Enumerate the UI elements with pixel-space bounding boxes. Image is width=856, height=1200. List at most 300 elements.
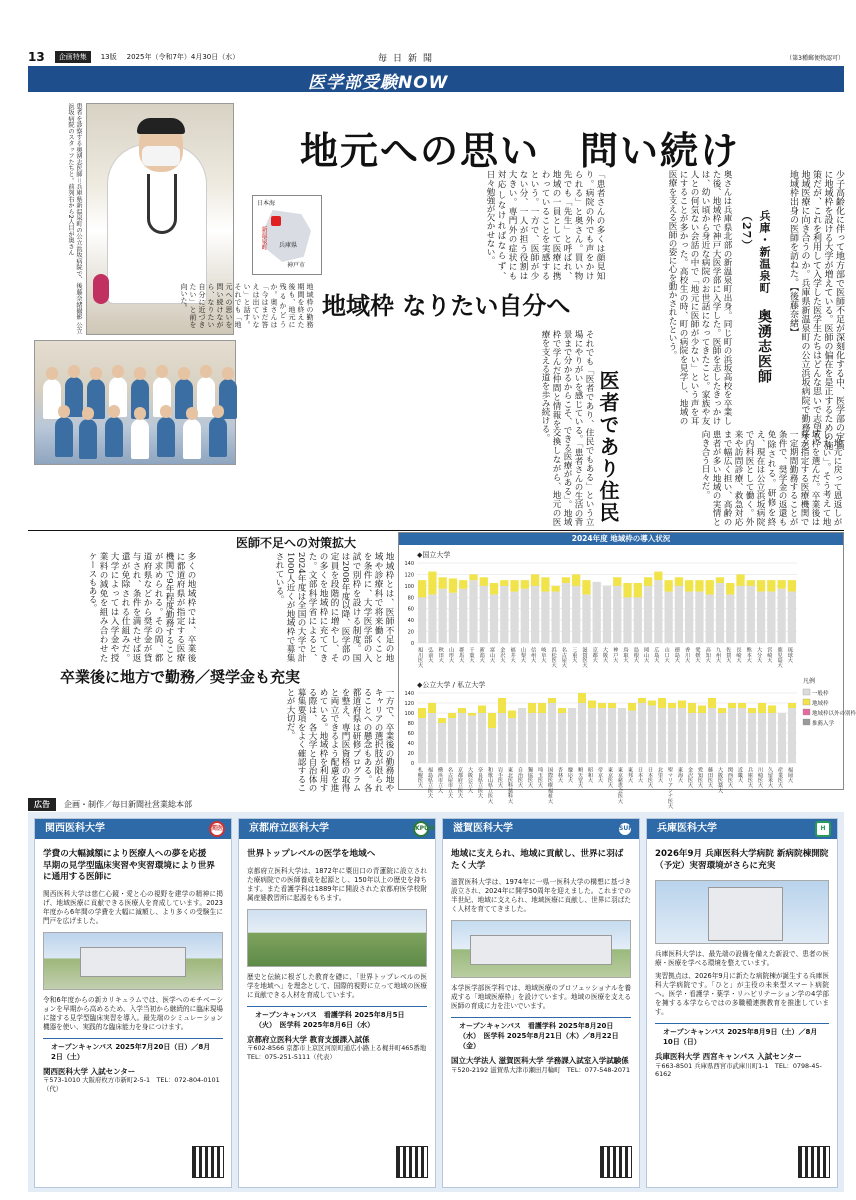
y-tick-label: 120 (404, 572, 414, 579)
map-label-town: 新温泉町 (260, 226, 267, 250)
category-label: 三重大 (571, 647, 578, 663)
staff-member (209, 417, 227, 457)
ad-university-name (239, 819, 435, 839)
section-banner (28, 66, 844, 92)
category-label: 杏林大 (557, 767, 563, 783)
bar-一般枠 (541, 592, 549, 643)
y-tick-label: 40 (407, 618, 414, 625)
university-logo-icon: KPUM (413, 821, 429, 837)
masthead: 毎日新聞 (378, 53, 439, 64)
category-label: 宮崎大 (766, 647, 773, 663)
y-tick-label: 0 (410, 761, 414, 767)
bar-一般枠 (757, 592, 765, 643)
category-label: 奈良県立医大 (477, 767, 483, 799)
category-label: 東京医大 (607, 767, 613, 788)
bar-一般枠 (658, 708, 666, 763)
category-label: 琉球大 (786, 647, 793, 663)
category-label: 熊本大 (745, 647, 752, 663)
bar-地域枠 (468, 713, 476, 716)
ad-university-name (35, 819, 231, 839)
category-label: 大阪医薬大 (717, 767, 723, 793)
bar-一般枠 (578, 703, 586, 763)
bar-一般枠 (478, 713, 486, 763)
university-logo-icon: H (815, 821, 831, 837)
bar-一般枠 (418, 718, 426, 763)
lower-subheadline: 卒業後に地方で勤務／奨学金も充実 (60, 668, 301, 686)
category-label: 山口大 (663, 647, 670, 663)
bar-一般枠 (521, 589, 529, 643)
y-tick-label: 20 (407, 629, 414, 636)
bar-地域枠 (572, 574, 580, 585)
building (708, 887, 784, 941)
bar-地域枠 (528, 703, 536, 713)
category-label: 自治医大 (517, 767, 523, 788)
bar-一般枠 (718, 713, 726, 763)
staff-member (55, 417, 73, 457)
bar-地域枠 (718, 708, 726, 713)
category-label: 川崎医大 (757, 767, 763, 788)
category-label: 鳥取大 (622, 647, 629, 663)
category-label: 弘前大 (427, 647, 434, 663)
bar-一般枠 (788, 708, 796, 763)
page-number: 13 (28, 50, 45, 64)
bar-一般枠 (675, 586, 683, 643)
open-campus-dates: オープンキャンパス 看護学科 2025年8月20日（水） 医学科 2025年8月21日（木）／8月22日（金） (451, 1017, 631, 1054)
bar-一般枠 (528, 713, 536, 763)
chart-canvas (399, 533, 856, 809)
category-label: 産業医大 (777, 767, 783, 788)
bar-地域枠 (738, 703, 746, 708)
ad-headline: 学費の大幅減額により医療人への夢を応援 早期の見学型臨床実習や実習環境により世界に通用する医師に (43, 849, 215, 882)
bar-一般枠 (768, 713, 776, 763)
qr-code-icon[interactable] (397, 1147, 427, 1177)
bar-一般枠 (618, 708, 626, 763)
ad-text: 滋賀医科大学は、1974年に一県一医科大学の構想に基づき設立され、2024年に開学50周年を迎えました。これまでの半世紀、地域に支えられ、地域医療に貢献し、世界に羽ばたく人材を育ててきました。 (451, 878, 631, 913)
bar-地域枠 (748, 708, 756, 713)
ad-university-name (647, 819, 837, 839)
ad-text-2: 本学医学部医学科では、地域医療のプロフェッショナルを養成する「地域医療枠」を設けています。地域の医療を支える医師の育成に力を注いでいます。 (451, 984, 631, 1010)
contact-address: 〒573-1010 大阪府枚方市新町2-5-1 TEL：072-804-0101（代） (43, 1076, 220, 1093)
bar-地域枠 (510, 580, 518, 591)
bar-地域枠 (628, 703, 636, 711)
bar-一般枠 (598, 708, 606, 763)
bar-一般枠 (500, 586, 508, 643)
bar-地域枠 (613, 577, 621, 586)
bar-地域枠 (562, 577, 570, 583)
category-label: 島根大 (632, 647, 639, 663)
category-label: 名古屋市立大 (447, 767, 453, 799)
bar-地域枠 (558, 708, 566, 713)
chart-title: 2024年度 地域枠の導入状況 (399, 533, 843, 545)
bar-地域枠 (675, 577, 683, 586)
bar-一般枠 (644, 586, 652, 643)
bar-一般枠 (648, 706, 656, 764)
university-logo-icon: 関医 (209, 821, 225, 837)
photo-caption (36, 103, 82, 335)
bar-地域枠 (498, 698, 506, 713)
bar-一般枠 (706, 594, 714, 643)
staff-member (79, 419, 97, 459)
bar-一般枠 (728, 708, 736, 763)
bar-一般枠 (654, 580, 662, 643)
bar-一般枠 (568, 708, 576, 763)
category-label: 金沢医大 (687, 767, 693, 788)
bar-地域枠 (458, 708, 466, 713)
qr-code-icon[interactable] (193, 1147, 223, 1177)
category-label: 愛知医大 (697, 767, 703, 788)
uni-name: 兵庫医科大学 (657, 823, 717, 834)
staff-member (157, 417, 175, 457)
category-label: 新潟大 (478, 647, 485, 663)
bar-一般枠 (758, 713, 766, 763)
bar-地域枠 (634, 583, 642, 597)
category-label: 関西医大 (727, 767, 733, 788)
category-label: 福岡大 (787, 767, 793, 783)
bar-一般枠 (726, 594, 734, 643)
headline-main: 地元への思い 問い続け (300, 128, 741, 173)
category-label: 広島大 (653, 647, 660, 663)
category-label: 京都大 (591, 647, 598, 663)
lower-body-2: 多くの地域枠では、卒業後に都道府県が指定する医療機関で9年程度勤務することが求められる。その間、都道府県などから奨学金が貸与され、条件を満たせば返還が免除される仕組みだ。大学によっては入学金や授業料の減免を組み合わせたケースもある。 (87, 552, 196, 662)
bar-一般枠 (480, 586, 488, 643)
flower-icon (93, 274, 109, 304)
ad-text-2: 令和6年度からの新カリキュラムでは、医学へのモチベーションを早期から高めるため、入学当初から継続的に臨床現場に接する見学型臨床実習を導入。最先端のシミュレーション機器を使い、実践的な臨床能力を身につけます。 (43, 995, 223, 1031)
building (470, 935, 612, 965)
category-label: 和歌山県立医大 (487, 767, 493, 804)
bar-一般枠 (508, 718, 516, 763)
university-logo-icon: SUMS (617, 821, 633, 837)
y-tick-label: 100 (404, 583, 414, 590)
contact-name: 関西医科大学 入試センター (43, 1066, 136, 1076)
banner-title: 医学部受験NOW (308, 73, 449, 93)
category-label: 日本医大 (647, 767, 653, 788)
bar-地域枠 (508, 711, 516, 719)
bar-一般枠 (488, 728, 496, 763)
bar-一般枠 (748, 713, 756, 763)
bar-一般枠 (638, 703, 646, 763)
chart-group-label: ◆公立大学 / 私立大学 (417, 681, 486, 689)
ad-text: 兵庫医科大学は、最先端の設備を備えた新設で、患者の医療・医療を学べる環境を整えています。 (655, 950, 829, 967)
category-label: 兵庫医大 (747, 767, 753, 788)
bar-一般枠 (448, 718, 456, 763)
bar-地域枠 (488, 713, 496, 728)
ad-text-2: 実習拠点は、2026年9月に新たな病院棟が誕生する兵庫医科大学病院です。「ひと」が主役の未来型スマート病院へ。医学・看護学・薬学・リハビリテーション学の4学部を擁する本学ならではの多職種連携教育を推進しています。 (655, 972, 829, 1016)
chart-group-label: ◆国立大学 (417, 551, 451, 559)
hospital-building-photo (655, 880, 829, 944)
contact-address: 〒520-2192 滋賀県大津市瀬田月輪町 TEL：077-548-2071 (451, 1065, 631, 1074)
qr-code-icon[interactable] (799, 1147, 829, 1177)
bar-地域枠 (747, 580, 755, 586)
lower-body-1: 地域枠とは、医師不足の地域や診療科で将来働くことを条件に、大学医学部の入試で別枠を設ける制度。国は2008年度以降、医学部の定員を段階的に増やし、その多くを地域枠に充ててきた。文部科学省によると、2024年度は全国の大学で計1000人近くが地域枠で募集されている。 (274, 552, 394, 662)
bar-一般枠 (459, 589, 467, 643)
bar-地域枠 (688, 703, 696, 713)
contact-info (35, 1065, 231, 1097)
bar-一般枠 (593, 582, 601, 643)
bar-地域枠 (726, 583, 734, 594)
staff-member (105, 417, 123, 457)
bar-地域枠 (767, 580, 775, 591)
ad-text-2: 歴史と伝統に根ざした教育を礎に、「世界トップレベルの医学を地域へ」を理念として、国際的視野に立って地域の医療に貢献できる人材を育成しています。 (247, 972, 427, 999)
bar-地域枠 (490, 583, 498, 594)
campus-photo (247, 909, 427, 967)
legend-label: 地域枠 (812, 701, 829, 707)
campus-photo (451, 920, 631, 978)
category-label: 慶応大 (567, 767, 573, 783)
ad-headline: 2026年9月 兵庫医科大学病院 新病院棟開院（予定）実習環境がさらに充実 (655, 849, 829, 871)
category-label: 岩手医大 (497, 767, 503, 788)
mask (142, 146, 180, 166)
bar-一般枠 (716, 583, 724, 643)
bar-一般枠 (439, 589, 447, 643)
bar-地域枠 (638, 698, 646, 703)
category-label: 久留米大 (767, 767, 773, 788)
bar-一般枠 (418, 597, 426, 643)
ad-text: 関西医科大学は慈仁心鏡・愛と心の視野を建学の精神に掲げ、地域医療に貢献できる医療人を育成しています。2023年度から6年間の学費を大幅に減額し、より多くの受験生に門戸を広げました。 (43, 889, 223, 925)
y-tick-label: 140 (404, 561, 414, 567)
bar-一般枠 (428, 713, 436, 763)
bar-地域枠 (788, 580, 796, 591)
category-label: 金沢大 (499, 647, 506, 663)
bar-地域枠 (548, 698, 556, 703)
bar-一般枠 (558, 713, 566, 763)
category-label: 近畿大 (737, 767, 743, 783)
bar-一般枠 (518, 708, 526, 763)
bar-一般枠 (538, 713, 546, 763)
bar-一般枠 (628, 711, 636, 764)
bar-一般枠 (698, 713, 706, 763)
category-label: 岡山大 (643, 647, 650, 663)
bar-地域枠 (428, 572, 436, 595)
bar-地域枠 (648, 701, 656, 706)
bar-一般枠 (552, 592, 560, 643)
bar-一般枠 (678, 708, 686, 763)
category-label: 札幌医大 (417, 767, 423, 788)
bar-地域枠 (552, 586, 560, 592)
byline-place: 兵庫・新温泉町 (758, 210, 771, 294)
location-map (252, 195, 322, 275)
bar-地域枠 (521, 580, 529, 589)
category-label: 順天堂大 (577, 767, 583, 788)
legend-swatch (803, 719, 810, 725)
bar-地域枠 (448, 713, 456, 718)
bar-一般枠 (738, 708, 746, 763)
bar-地域枠 (608, 703, 616, 708)
bar-地域枠 (578, 693, 586, 703)
bar-地域枠 (541, 577, 549, 591)
bar-一般枠 (788, 592, 796, 643)
contact-info (239, 1033, 435, 1065)
bar-一般枠 (510, 592, 518, 643)
bar-地域枠 (644, 577, 652, 586)
category-label: 香川大 (684, 647, 691, 663)
legend-label: 推薦入学 (812, 721, 835, 727)
ad-kansai-medical (34, 818, 232, 1188)
bar-一般枠 (747, 586, 755, 643)
category-label: 福井大 (509, 647, 516, 663)
bar-一般枠 (438, 723, 446, 763)
y-tick-label: 20 (407, 751, 414, 757)
category-label: 昭和大 (587, 767, 593, 783)
bar-一般枠 (548, 703, 556, 763)
category-label: 東邦大 (627, 767, 633, 783)
category-label: 日本大 (637, 767, 643, 783)
category-label: 東海大 (677, 767, 683, 783)
category-label: 滋賀医大 (581, 647, 588, 668)
ad-headline: 地域に支えられ、地域に貢献し、世界に羽ばたく大学 (451, 849, 624, 871)
bar-地域枠 (418, 708, 426, 718)
postal-note: （第3種郵便物認可） (786, 54, 844, 62)
bar-地域枠 (758, 703, 766, 713)
bar-一般枠 (562, 583, 570, 643)
category-label: 大分大 (756, 647, 763, 663)
bar-地域枠 (598, 703, 606, 708)
article-body-3: 「患者さんの多くは顔見知り。病院の外でも声をかけられる」と奥さん。買い物先でも「先生」と呼ばれ、地域の一員として医療に携わっていることを実感するという。一方で、医師が少ない分、一人が担う役割は大きい。専門外の症状にも対応しなければならず、日々勉強が欠かせない。 (485, 170, 605, 280)
staff-group-photo (34, 340, 236, 465)
bar-一般枠 (634, 597, 642, 643)
bar-一般枠 (572, 586, 580, 643)
category-label: 藤田医大 (707, 767, 713, 788)
open-campus-dates: オープンキャンパス 2025年7月20日（日）／8月2日（土） (43, 1038, 223, 1065)
bar-一般枠 (777, 589, 785, 643)
lower-body-3: 一方で、卒業後の勤務地やキャリアの選択肢が限られることへの懸念もある。各都道府県は研修プログラムを整え、専門医資格の取得と両立できるよう配慮を進めている。地域枠を利用する際は、各大学と自治体の募集要項をよく確認することが大切だ。 (285, 688, 394, 792)
bar-一般枠 (668, 708, 676, 763)
legend-title: 凡例 (803, 678, 816, 685)
headline-sub: 地域枠 なりたい自分へ (322, 291, 571, 320)
staff-member (131, 419, 149, 459)
bar-一般枠 (468, 716, 476, 764)
legend-swatch (803, 699, 810, 705)
bar-一般枠 (449, 593, 457, 643)
issue-date: 2025年（令和7年）4月30日（水） (126, 53, 240, 61)
campus-photo (43, 932, 223, 990)
building (80, 947, 187, 977)
bar-地域枠 (695, 580, 703, 591)
lead-paragraph: 少子高齢化に伴って地方部で医師不足が深刻化する中、医学部の定員に地域枠を設ける大学が増えている。医師の偏在を是正するための施策だが、これを利用して入学した医学生たちはどんな思いで志望し、地域医療に向き合うのか。兵庫県新温泉町の公立浜坂病院で勤務する地域枠出身の医師を訪ねた。【後藤奈緒】 (788, 170, 844, 450)
category-label: 岐阜大 (540, 647, 547, 663)
category-label: 千葉大 (468, 647, 475, 663)
open-campus-dates: オープンキャンパス 2025年8月9日（土）／8月10日（日） (655, 1023, 829, 1050)
town-marker (271, 216, 281, 226)
category-label: 大阪公立大 (467, 767, 473, 793)
ad-hyogo-medical (646, 818, 838, 1188)
bar-一般枠 (498, 713, 506, 763)
bar-一般枠 (685, 592, 693, 643)
edition: 13版 (100, 53, 117, 61)
headline-column: 医者であり住民 (596, 370, 620, 524)
category-label: 佐賀大 (725, 647, 732, 663)
section-tag: 企画特集 (55, 51, 91, 63)
category-label: 国際医療福祉大 (547, 767, 553, 804)
bar-地域枠 (788, 703, 796, 708)
category-label: 帝京大 (597, 767, 603, 783)
y-tick-label: 60 (407, 606, 414, 613)
ad-shiga-medical (442, 818, 640, 1188)
article-body-2: 「地元に戻って恩返しがしたい」。そう考えて地域枠を選んだ。卒業後は県が指定する医療機関で一定期間勤務することが条件で、奨学金の返還も免除される。研修を終え、現在は公立浜坂病院で内科医として働く。外来や訪問診療、救急対応まで幅広く担い、高齢の患者が多い地域の実情と向き合う日々だ。 (700, 430, 842, 526)
bar-一般枠 (708, 708, 716, 763)
y-tick-label: 0 (410, 641, 414, 647)
legend-label: 一般枠 (812, 691, 829, 697)
bar-地域枠 (678, 701, 686, 709)
byline-age: （27） (740, 210, 753, 252)
bar-地域枠 (668, 703, 676, 708)
category-label: 山梨大 (519, 647, 526, 663)
bar-地域枠 (469, 574, 477, 580)
category-label: 大阪大 (602, 647, 608, 663)
bar-地域枠 (664, 580, 672, 591)
y-tick-label: 60 (407, 731, 414, 737)
bar-地域枠 (698, 706, 706, 714)
y-tick-label: 40 (407, 741, 414, 747)
bar-一般枠 (664, 592, 672, 643)
bar-地域枠 (449, 578, 457, 592)
stethoscope-icon (147, 174, 177, 234)
bar-地域枠 (459, 580, 467, 589)
contact-name: 国立大学法人 滋賀医科大学 学務課入試室入学試験係 (451, 1056, 629, 1065)
category-label: 徳島大 (673, 647, 680, 663)
contact-info (443, 1054, 639, 1077)
map-label-sea: 日本海 (257, 200, 276, 207)
bar-地域枠 (418, 580, 426, 597)
bar-一般枠 (469, 580, 477, 643)
contact-name: 兵庫医科大学 西宮キャンパス 入試センター (655, 1052, 802, 1061)
legend-label: 地域枠以外の別枠 (812, 711, 856, 717)
uni-name: 関西医科大学 (45, 823, 105, 834)
bar-地域枠 (438, 718, 446, 723)
contact-address: 〒663-8501 兵庫県西宮市武庫川町1-1 TEL：0798-45-6162 (655, 1061, 822, 1078)
ad-header (28, 796, 844, 812)
bar-一般枠 (428, 594, 436, 643)
page-header (28, 50, 844, 64)
bar-一般枠 (778, 713, 786, 763)
bar-地域枠 (428, 703, 436, 713)
bar-一般枠 (603, 586, 611, 643)
bar-地域枠 (685, 580, 693, 591)
bar-地域枠 (500, 580, 508, 586)
university-ads (28, 812, 844, 1192)
category-label: 福島県立医大 (427, 767, 433, 799)
bar-地域枠 (588, 701, 596, 709)
category-label: 旭川医大 (417, 647, 424, 668)
bar-一般枠 (767, 592, 775, 643)
category-label: 京都府立医大 (457, 767, 463, 799)
ad-headline: 世界トップレベルの医学を地域へ (247, 849, 376, 859)
category-label: 横浜市立大 (437, 767, 443, 793)
map-label-city: 神戸市 (287, 262, 306, 269)
qr-code-icon[interactable] (601, 1147, 631, 1177)
bar-地域枠 (757, 580, 765, 591)
open-campus-dates: オープンキャンパス 看護学科 2025年8月5日（火） 医学科 2025年8月6日（水） (247, 1006, 427, 1033)
bar-地域枠 (777, 580, 785, 589)
bar-地域枠 (736, 574, 744, 585)
uni-name: 京都府立医科大学 (249, 823, 329, 834)
uni-name: 滋賀医科大学 (453, 823, 513, 834)
bar-地域枠 (439, 577, 447, 588)
category-label: 浜松医大 (550, 647, 557, 668)
bar-一般枠 (531, 586, 539, 643)
category-label: 東京慈恵会医大 (617, 767, 623, 804)
category-label: 北里大 (657, 767, 663, 783)
contact-info (647, 1050, 837, 1082)
bar-一般枠 (588, 708, 596, 763)
divider (28, 530, 844, 531)
category-label: 信州大 (530, 647, 537, 663)
bar-地域枠 (538, 703, 546, 713)
bar-一般枠 (582, 594, 590, 643)
category-label: 山形大 (447, 647, 454, 663)
bar-地域枠 (768, 706, 776, 714)
hair (137, 118, 185, 134)
ad-kyoto-prefectural (238, 818, 436, 1188)
